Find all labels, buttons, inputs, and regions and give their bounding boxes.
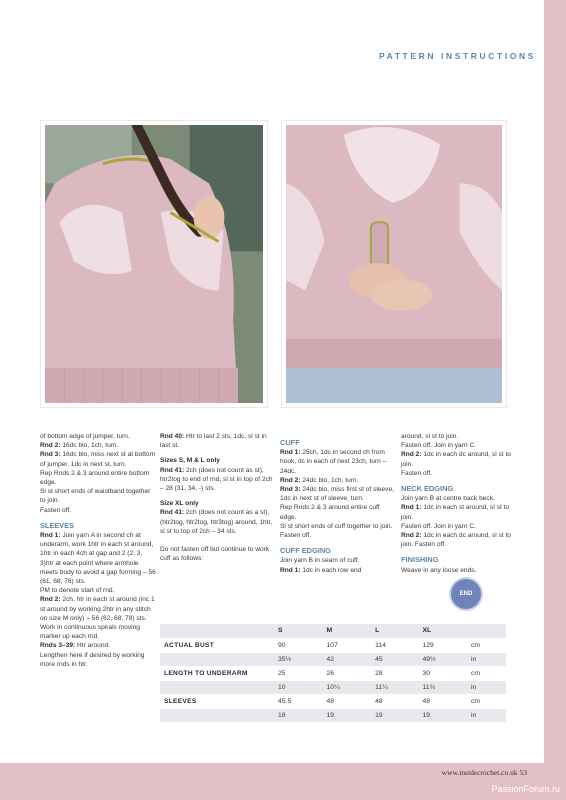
- round-instruction: [40, 595, 156, 623]
- instruction-body: 1dc in each dc around, sl st to join.: [401, 451, 511, 468]
- instruction-text: [401, 494, 511, 503]
- size-header: M: [323, 624, 372, 638]
- round-instruction: [401, 531, 511, 549]
- measurement-value: 48: [371, 694, 418, 708]
- model-photo-side-image: [45, 125, 263, 403]
- round-label: Rnd 41:: [160, 466, 185, 474]
- measurement-value: 19: [323, 708, 372, 722]
- measurement-label: [160, 652, 274, 666]
- section-heading: CUFF EDGING: [280, 546, 331, 556]
- round-label: Rnd 3:: [40, 451, 61, 459]
- model-photo-side: [41, 121, 267, 407]
- round-label: Rnd 2:: [401, 451, 422, 459]
- measurement-unit: cm: [467, 694, 506, 708]
- instruction-body: Htr around.: [75, 642, 111, 650]
- size-header: L: [371, 624, 418, 638]
- size-table-row: [160, 708, 506, 722]
- round-label: Rnd 1:: [280, 566, 301, 574]
- end-badge: END: [451, 579, 481, 609]
- round-instruction: [40, 531, 156, 586]
- instruction-text: [40, 469, 156, 487]
- instruction-body: of bottom edge of jumper, turn.: [40, 433, 130, 440]
- size-table-row: [160, 666, 506, 680]
- measurement-value: 42: [323, 652, 372, 666]
- measurement-value: 48: [418, 694, 467, 708]
- instruction-body: 24dc blo, 1ch, turn.: [300, 476, 359, 484]
- round-label: Rnd 2:: [40, 596, 61, 604]
- round-instruction: [160, 432, 276, 450]
- text-column-4: [401, 432, 511, 575]
- measurement-value: 28: [371, 666, 418, 680]
- round-instruction: [280, 476, 396, 485]
- text-column-1: [40, 432, 156, 669]
- round-label: Rnd 1:: [280, 449, 301, 457]
- instruction-body: Fasten off. Join in yarn C.: [401, 522, 477, 530]
- model-photo-cuffs-image: [286, 125, 502, 403]
- round-label: Rnd 3:: [280, 486, 301, 494]
- measurement-value: 90: [274, 638, 323, 652]
- instruction-body: around, sl st to join.: [401, 433, 459, 440]
- measurement-unit: in: [467, 680, 506, 694]
- measurement-unit: cm: [467, 638, 506, 652]
- measurement-value: 19: [371, 708, 418, 722]
- round-label: Rnd 2:: [280, 476, 301, 484]
- round-label: Rnd 41:: [160, 509, 185, 517]
- measurement-value: 19: [418, 708, 467, 722]
- instruction-body: Rep Rnds 2 & 3 around entire bottom edge.: [40, 469, 150, 487]
- round-instruction: [40, 641, 156, 650]
- size-table-row: [160, 652, 506, 666]
- instruction-body: Do not fasten off but continue to work cuff as follows:: [160, 546, 270, 563]
- measurement-value: 30: [418, 666, 467, 680]
- page-footer: www.insidecrochet.co.uk 53: [441, 768, 527, 777]
- round-label: Rnd 40:: [160, 433, 185, 440]
- section-heading: CUFF: [280, 438, 300, 447]
- round-label: Rnd 2:: [401, 532, 422, 540]
- measurement-unit: in: [467, 652, 506, 666]
- instruction-text: [280, 556, 396, 565]
- round-label: Rnds 3–39:: [40, 642, 76, 650]
- model-photo-cuffs: [282, 121, 506, 407]
- instruction-body: Sl st short ends of waistband together to join.: [40, 488, 151, 505]
- round-instruction: [40, 441, 156, 450]
- header-blank: [467, 624, 506, 638]
- round-instruction: [40, 450, 156, 468]
- instruction-body: 25ch, 1dc in second ch from hook, dc in each of next 23ch, turn – 24dc.: [280, 449, 387, 475]
- instruction-body: Weave in any loose ends.: [401, 566, 477, 574]
- section-heading: NECK EDGING: [401, 484, 454, 494]
- instruction-text: [40, 586, 156, 595]
- instruction-body: Htr to last 2 sts, 1dc, sl st in last st.: [160, 433, 267, 450]
- measurement-value: 11¾: [418, 680, 467, 694]
- instruction-body: Fasten off.: [401, 469, 433, 477]
- spacer: [160, 536, 276, 545]
- instruction-text: [401, 441, 511, 450]
- instruction-text: [40, 487, 156, 505]
- measurement-value: 11¼: [371, 680, 418, 694]
- measurement-label: [160, 708, 274, 722]
- instruction-text: [280, 503, 396, 521]
- section-heading: SLEEVES: [40, 520, 75, 530]
- instruction-body: Work in continuous spirals moving marker up each rnd.: [40, 624, 140, 641]
- instruction-body: 2ch (does not count as st), htr2tog to end of rnd, sl st in top of 2ch – 28 (31, 34, -) sts.: [160, 466, 273, 493]
- measurement-value: 49½: [418, 652, 467, 666]
- instruction-body: Join yarn A in second ch at underarm, work 1htr in each st around, 1htr in each 4ch at gap and 2 (2, 3, 3)htr at each point where armhole meets body to avoid a gap forming – 56 (61, 68, 78) sts.: [40, 532, 156, 586]
- instruction-text: [40, 432, 156, 441]
- instruction-text: [160, 545, 276, 563]
- instruction-text: [40, 506, 156, 515]
- instruction-body: 16dc blo, miss next st at bottom of jumper, 1dc in next st, turn.: [40, 451, 156, 468]
- section-heading: FINISHING: [401, 555, 439, 565]
- measurement-value: 26: [323, 666, 372, 680]
- instruction-body: Sl st short ends of cuff together to join.: [280, 522, 393, 530]
- measurement-value: 48: [323, 694, 372, 708]
- watermark: PassionForum.ru: [491, 784, 560, 794]
- instruction-body: 1dc in each row end: [300, 566, 362, 574]
- instruction-text: [280, 522, 396, 531]
- instruction-body: 1dc in each st around, sl st to join.: [401, 504, 510, 521]
- measurement-value: 45: [371, 652, 418, 666]
- measurement-label: SLEEVES: [160, 694, 274, 708]
- size-table-row: [160, 694, 506, 708]
- size-subheading: Size XL only: [160, 500, 199, 508]
- section-header: PATTERN INSTRUCTIONS: [379, 51, 536, 61]
- measurement-label: LENGTH TO UNDERARM: [160, 666, 274, 680]
- size-table: [160, 624, 506, 723]
- instruction-body: Fasten off. Join in yarn C.: [401, 442, 477, 450]
- round-instruction: [280, 485, 396, 503]
- instruction-body: PM to denote start of rnd.: [40, 587, 115, 595]
- text-column-2: [160, 432, 276, 563]
- round-instruction: [401, 503, 511, 521]
- round-label: Rnd 2:: [40, 442, 61, 450]
- round-instruction: [280, 566, 396, 575]
- instruction-body: Join yarn B at centre back beck.: [401, 495, 495, 503]
- instruction-body: 2ch, htr in each st around (inc 1 st around by working 2htr in any stitch on size M only) – 56 (62, 68, 78) sts.: [40, 596, 155, 622]
- size-header: S: [274, 624, 323, 638]
- header-blank: [160, 624, 274, 638]
- round-instruction: [160, 508, 276, 536]
- instruction-text: [280, 531, 396, 540]
- round-label: Rnd 1:: [40, 532, 61, 540]
- size-table-row: [160, 680, 506, 694]
- instruction-text: [401, 566, 511, 575]
- instruction-text: [40, 651, 156, 669]
- instruction-body: Fasten off.: [40, 506, 72, 514]
- measurement-label: [160, 680, 274, 694]
- measurement-label: ACTUAL BUST: [160, 638, 274, 652]
- instruction-body: Join yarn B in seam of cuff.: [280, 557, 360, 565]
- size-subheading: Sizes S, M & L only: [160, 457, 220, 465]
- text-column-3: [280, 432, 396, 575]
- size-table-row: [160, 638, 506, 652]
- instruction-body: 2ch (does not count as a st), (htr2tog, htr2tog, htr3tog) around, 1htr, sl st to top of 2ch – 34 sts.: [160, 509, 273, 535]
- measurement-value: 114: [371, 638, 418, 652]
- round-label: Rnd 1:: [401, 504, 422, 512]
- measurement-value: 107: [323, 638, 372, 652]
- instruction-text: [401, 469, 511, 478]
- size-table-header: [160, 624, 506, 638]
- measurement-unit: in: [467, 708, 506, 722]
- measurement-value: 25: [274, 666, 323, 680]
- measurement-value: 35½: [274, 652, 323, 666]
- measurement-value: 18: [274, 708, 323, 722]
- measurement-value: 45.5: [274, 694, 323, 708]
- size-header: XL: [418, 624, 467, 638]
- instruction-body: Rep Rnds 2 & 3 around entire cuff edge.: [280, 504, 380, 521]
- instruction-body: 24dc blo, miss first st of sleeve, 1dc in next st of sleeve, turn.: [280, 486, 394, 503]
- instruction-body: Fasten off.: [280, 532, 312, 540]
- measurement-unit: cm: [467, 666, 506, 680]
- measurement-value: 129: [418, 638, 467, 652]
- round-instruction: [280, 448, 396, 476]
- measurement-value: 10¼: [323, 680, 372, 694]
- instruction-body: 1dc in each dc around, sl st to join. Fasten off.: [401, 532, 511, 549]
- round-instruction: [401, 450, 511, 468]
- round-instruction: [160, 466, 276, 494]
- instruction-body: Lengthen here if desired by working more rnds in htr.: [40, 651, 145, 668]
- measurement-value: 10: [274, 680, 323, 694]
- instruction-body: 16dc blo, 1ch, turn.: [60, 442, 119, 450]
- instruction-text: [40, 623, 156, 641]
- instruction-text: [401, 522, 511, 531]
- instruction-text: [401, 432, 511, 441]
